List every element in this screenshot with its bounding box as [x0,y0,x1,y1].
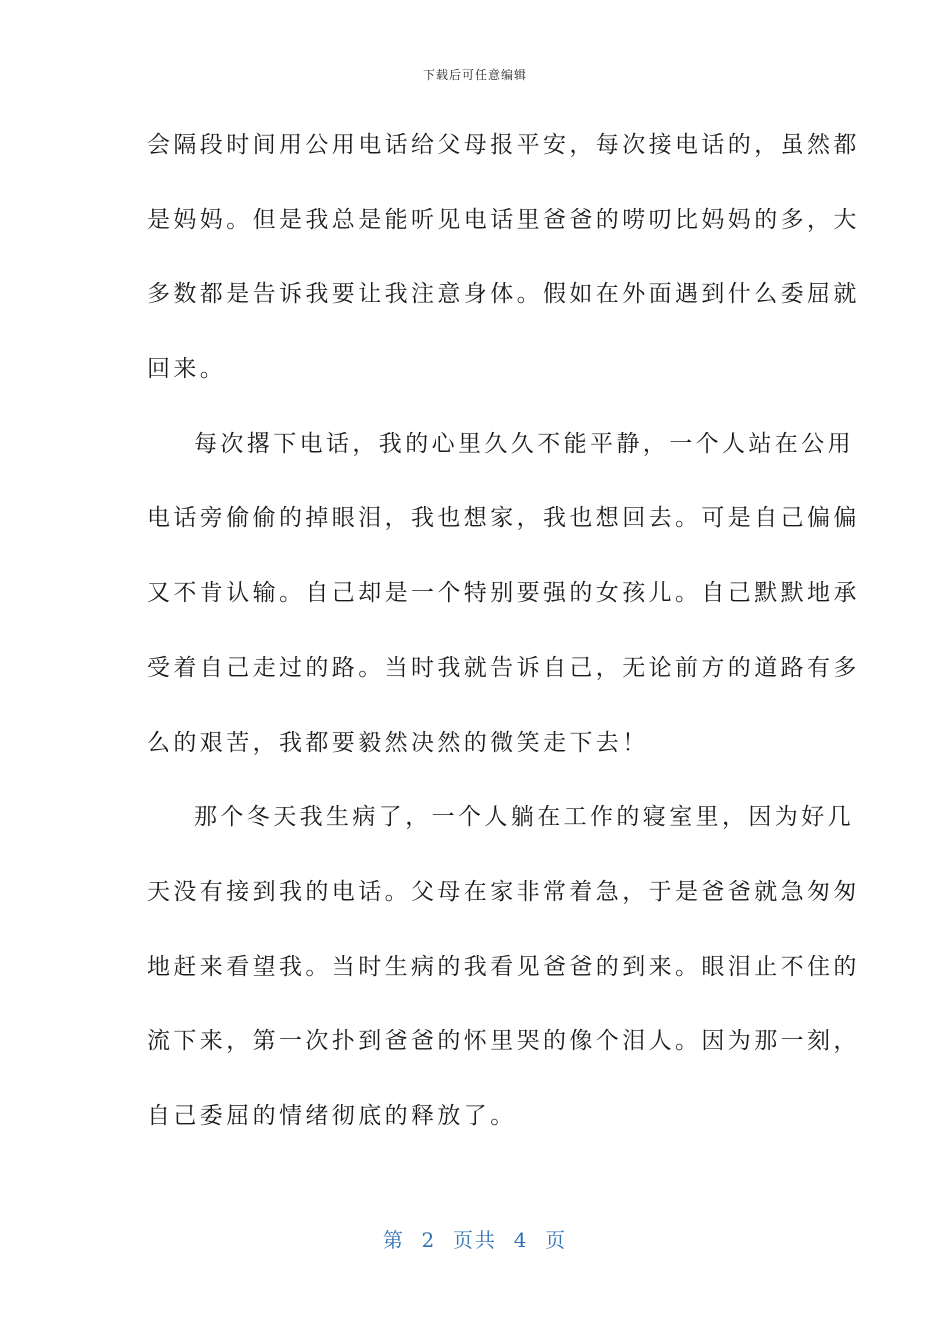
paragraph-first-line: 每次撂下电话，我的心里久久不能平静，一个人站在公用 [194,430,854,457]
document-body [147,108,860,1154]
page-number-footer: 第 2 页共 4 页 [382,1228,568,1252]
text-line: 多数都是告诉我要让我注意身体。假如在外面遇到什么委屈就 [147,281,860,308]
text-line: 受着自己走过的路。当时我就告诉自己，无论前方的道路有多 [147,654,860,681]
text-line: 天没有接到我的电话。父母在家非常着急，于是爸爸就急匆匆 [147,878,860,905]
text-line: 是妈妈。但是我总是能听见电话里爸爸的唠叨比妈妈的多，大 [147,206,860,233]
text-line: 地赶来看望我。当时生病的我看见爸爸的到来。眼泪止不住的 [147,953,860,980]
text-line: 自己委屈的情绪彻底的释放了。 [147,1102,517,1129]
text-line: 电话旁偷偷的掉眼泪，我也想家，我也想回去。可是自己偏偏 [147,505,860,532]
text-line: 回来。 [147,356,227,383]
paragraph-first-line: 那个冬天我生病了，一个人躺在工作的寝室里，因为好几 [194,804,854,831]
text-line: 会隔段时间用公用电话给父母报平安，每次接电话的，虽然都 [147,132,860,158]
text-line: 又不肯认输。自己却是一个特别要强的女孩儿。自己默默地承 [147,580,860,607]
text-line: 么的艰苦，我都要毅然决然的微笑走下去！ [147,729,649,756]
page-header: 下载后可任意编辑 [422,68,527,82]
text-line: 流下来，第一次扑到爸爸的怀里哭的像个泪人。因为那一刻， [147,1028,860,1055]
